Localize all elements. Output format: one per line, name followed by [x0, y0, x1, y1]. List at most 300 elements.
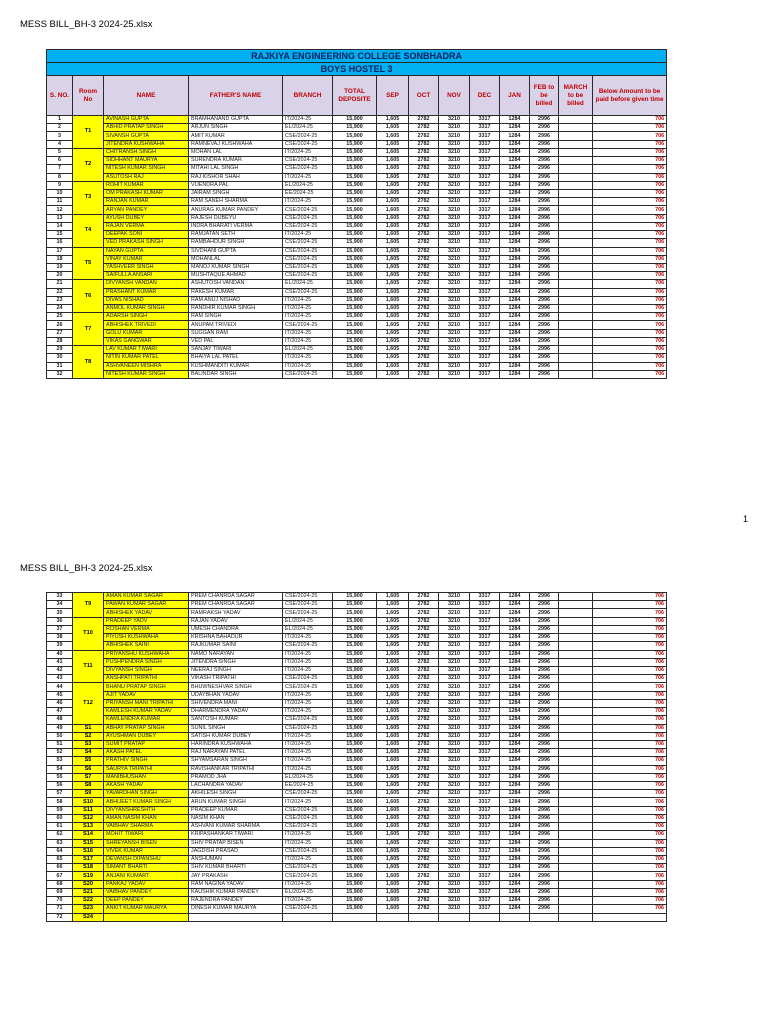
branch-cell: CSE/2024-25: [283, 239, 333, 247]
amount-cell: 706: [593, 255, 667, 263]
room-cell: T4: [73, 214, 104, 247]
table-row: [47, 296, 667, 304]
father-cell: PREM CHANRDA SAGAR: [189, 593, 283, 601]
name-cell: VAIBHAV PANDEY: [104, 888, 189, 896]
amount-cell: 706: [593, 864, 667, 872]
room-cell: S6: [73, 765, 104, 773]
branch-cell: IT/2024-25: [283, 650, 333, 658]
sep-cell: 1,605: [377, 798, 409, 806]
nov-cell: 3210: [439, 288, 470, 296]
dec-cell: 3317: [470, 132, 500, 140]
nov-cell: 3210: [439, 708, 470, 716]
jan-cell: 1284: [500, 658, 530, 666]
table-row: [47, 222, 667, 230]
branch-cell: CSE/2024-25: [283, 905, 333, 913]
amount-cell: 706: [593, 814, 667, 822]
name-cell: DIVYANSH VANDAN: [104, 280, 189, 288]
name-cell: LAV KUMAR TIWARI: [104, 346, 189, 354]
amount-cell: 706: [593, 148, 667, 156]
dec-cell: 3317: [470, 831, 500, 839]
jan-cell: 1284: [500, 724, 530, 732]
dec-cell: 3317: [470, 181, 500, 189]
dec-cell: 3317: [470, 214, 500, 222]
amount-cell: 706: [593, 806, 667, 814]
table-row: [47, 839, 667, 847]
jan-cell: 1284: [500, 305, 530, 313]
march-cell: [559, 749, 593, 757]
father-cell: RAKESH KUMAR: [189, 288, 283, 296]
feb-cell: 2996: [530, 724, 559, 732]
march-cell: [559, 880, 593, 888]
table-row: [47, 354, 667, 362]
sep-cell: 1,605: [377, 198, 409, 206]
feb-cell: 2996: [530, 888, 559, 896]
name-cell: [104, 913, 189, 921]
name-cell: VIVEK KUMAR: [104, 847, 189, 855]
name-cell: DIVAS NISHAD: [104, 296, 189, 304]
name-cell: DEVANSH DIPANSHU: [104, 856, 189, 864]
table-row: [47, 132, 667, 140]
dec-cell: 3317: [470, 732, 500, 740]
table-row: [47, 231, 667, 239]
nov-cell: 3210: [439, 905, 470, 913]
sno-cell: 51: [47, 740, 73, 748]
amount-cell: 706: [593, 140, 667, 148]
amount-cell: 706: [593, 666, 667, 674]
dec-cell: 3317: [470, 116, 500, 124]
amount-cell: 706: [593, 823, 667, 831]
dec-cell: 3317: [470, 757, 500, 765]
deposit-cell: 15,900: [333, 831, 377, 839]
dec-cell: 3317: [470, 329, 500, 337]
oct-cell: 2782: [409, 601, 439, 609]
table-row: [47, 888, 667, 896]
name-cell: ABHIJEET KUMAR SINGH: [104, 798, 189, 806]
father-cell: ARJUN SINGH: [189, 124, 283, 132]
branch-cell: IT/2024-25: [283, 354, 333, 362]
jan-cell: 1284: [500, 206, 530, 214]
amount-cell: 706: [593, 650, 667, 658]
march-cell: [559, 354, 593, 362]
feb-cell: 2996: [530, 839, 559, 847]
amount-cell: 706: [593, 699, 667, 707]
table-row: [47, 757, 667, 765]
table-row: [47, 116, 667, 124]
feb-cell: 2996: [530, 255, 559, 263]
deposit-cell: 15,900: [333, 658, 377, 666]
nov-cell: 3210: [439, 148, 470, 156]
branch-cell: CSE/2024-25: [283, 724, 333, 732]
name-cell: SAIFULLA ANSARI: [104, 272, 189, 280]
deposit-cell: 15,900: [333, 280, 377, 288]
room-cell: T5: [73, 247, 104, 280]
sep-cell: 1,605: [377, 140, 409, 148]
jan-cell: 1284: [500, 124, 530, 132]
feb-cell: 2996: [530, 708, 559, 716]
sep-cell: 1,605: [377, 346, 409, 354]
march-cell: [559, 116, 593, 124]
jan-cell: 1284: [500, 165, 530, 173]
sno-cell: 33: [47, 593, 73, 601]
deposit-cell: 15,900: [333, 642, 377, 650]
sno-cell: 68: [47, 880, 73, 888]
feb-cell: 2996: [530, 354, 559, 362]
name-cell: ROSHAN VERMA: [104, 625, 189, 633]
jan-cell: 1284: [500, 666, 530, 674]
name-cell: SAURYA TRIPATHI: [104, 765, 189, 773]
father-cell: SIVDHANI GUPTA: [189, 247, 283, 255]
oct-cell: 2782: [409, 140, 439, 148]
deposit-cell: 15,900: [333, 839, 377, 847]
branch-cell: EL/2024-25: [283, 280, 333, 288]
jan-cell: 1284: [500, 247, 530, 255]
nov-cell: 3210: [439, 222, 470, 230]
nov-cell: 3210: [439, 329, 470, 337]
father-cell: KUSHMANDITI KUMAR: [189, 362, 283, 370]
branch-cell: CSE/2024-25: [283, 132, 333, 140]
feb-cell: 2996: [530, 642, 559, 650]
sep-cell: 1,605: [377, 642, 409, 650]
amount-cell: 706: [593, 757, 667, 765]
nov-cell: 3210: [439, 749, 470, 757]
father-cell: SANTOSH KUMAR: [189, 716, 283, 724]
sno-cell: 39: [47, 642, 73, 650]
nov-cell: 3210: [439, 116, 470, 124]
feb-cell: 2996: [530, 370, 559, 378]
branch-cell: EL/2024-25: [283, 124, 333, 132]
table-row: [47, 255, 667, 263]
oct-cell: 2782: [409, 288, 439, 296]
sno-cell: 47: [47, 708, 73, 716]
jan-cell: 1284: [500, 757, 530, 765]
deposit-cell: 15,900: [333, 157, 377, 165]
branch-cell: CSE/2024-25: [283, 288, 333, 296]
deposit-cell: 15,900: [333, 263, 377, 271]
amount-cell: 706: [593, 116, 667, 124]
branch-cell: IT/2024-25: [283, 362, 333, 370]
march-cell: [559, 724, 593, 732]
oct-cell: 2782: [409, 116, 439, 124]
march-cell: [559, 617, 593, 625]
march-cell: [559, 337, 593, 345]
jan-cell: 1284: [500, 732, 530, 740]
nov-cell: 3210: [439, 872, 470, 880]
oct-cell: 2782: [409, 198, 439, 206]
feb-cell: 2996: [530, 757, 559, 765]
dec-cell: 3317: [470, 321, 500, 329]
feb-cell: 2996: [530, 206, 559, 214]
sep-cell: 1,605: [377, 847, 409, 855]
col-sep: SEP: [377, 76, 409, 116]
table-row: [47, 337, 667, 345]
name-cell: NITESH KUMAR SINGH: [104, 370, 189, 378]
sno-cell: 62: [47, 831, 73, 839]
march-cell: [559, 765, 593, 773]
branch-cell: IT/2024-25: [283, 337, 333, 345]
oct-cell: 2782: [409, 666, 439, 674]
page-number: 1: [743, 514, 749, 524]
deposit-cell: 15,900: [333, 601, 377, 609]
jan-cell: 1284: [500, 272, 530, 280]
sno-cell: 24: [47, 305, 73, 313]
march-cell: [559, 699, 593, 707]
col-room: Room No: [73, 76, 104, 116]
march-cell: [559, 239, 593, 247]
sno-cell: 35: [47, 609, 73, 617]
jan-cell: 1284: [500, 749, 530, 757]
name-cell: ANJANI KUMART: [104, 872, 189, 880]
dec-cell: 3317: [470, 708, 500, 716]
dec-cell: 3317: [470, 206, 500, 214]
sno-cell: 7: [47, 165, 73, 173]
name-cell: AKASH YADAV: [104, 782, 189, 790]
name-cell: CHITRANSH SINGH: [104, 148, 189, 156]
amount-cell: 706: [593, 658, 667, 666]
dec-cell: 3317: [470, 864, 500, 872]
father-cell: SATISH KUMAR DUBEY: [189, 732, 283, 740]
sep-cell: 1,605: [377, 773, 409, 781]
dec-cell: 3317: [470, 716, 500, 724]
jan-cell: 1284: [500, 716, 530, 724]
march-cell: [559, 773, 593, 781]
deposit-cell: 15,900: [333, 691, 377, 699]
dec-cell: 3317: [470, 222, 500, 230]
room-cell: S4: [73, 749, 104, 757]
amount-cell: 706: [593, 880, 667, 888]
feb-cell: 2996: [530, 198, 559, 206]
march-cell: [559, 157, 593, 165]
branch-cell: CSE/2024-25: [283, 165, 333, 173]
jan-cell: 1284: [500, 173, 530, 181]
dec-cell: 3317: [470, 814, 500, 822]
feb-cell: 2996: [530, 634, 559, 642]
name-cell: DEEP PANDEY: [104, 897, 189, 905]
march-cell: [559, 296, 593, 304]
branch-cell: IT/2024-25: [283, 329, 333, 337]
feb-cell: 2996: [530, 181, 559, 189]
father-cell: RAMJATAN SETH: [189, 231, 283, 239]
feb-cell: 2996: [530, 872, 559, 880]
deposit-cell: 15,900: [333, 272, 377, 280]
nov-cell: 3210: [439, 231, 470, 239]
sep-cell: 1,605: [377, 683, 409, 691]
col-name: NAME: [104, 76, 189, 116]
oct-cell: 2782: [409, 132, 439, 140]
oct-cell: 2782: [409, 732, 439, 740]
sep-cell: 1,605: [377, 337, 409, 345]
dec-cell: 3317: [470, 231, 500, 239]
sno-cell: 64: [47, 847, 73, 855]
sep-cell: 1,605: [377, 814, 409, 822]
nov-cell: 3210: [439, 609, 470, 617]
sep-cell: 1,605: [377, 823, 409, 831]
name-cell: YASHVEER SINGH: [104, 263, 189, 271]
jan-cell: 1284: [500, 329, 530, 337]
sep-cell: 1,605: [377, 617, 409, 625]
table-title: RAJKIYA ENGINEERING COLLEGE SONBHADRA: [47, 50, 667, 63]
nov-cell: 3210: [439, 806, 470, 814]
march-cell: [559, 658, 593, 666]
deposit-cell: [333, 913, 377, 921]
amount-cell: 706: [593, 337, 667, 345]
father-cell: JAY PRAKASH: [189, 872, 283, 880]
dec-cell: 3317: [470, 650, 500, 658]
sno-cell: 48: [47, 716, 73, 724]
father-cell: RAJENDRA PANDEY: [189, 897, 283, 905]
amount-cell: 706: [593, 305, 667, 313]
amount-cell: 706: [593, 617, 667, 625]
jan-cell: 1284: [500, 847, 530, 855]
branch-cell: EL/2024-25: [283, 617, 333, 625]
father-cell: SHIV PRATAP BISEN: [189, 839, 283, 847]
branch-cell: IT/2024-25: [283, 231, 333, 239]
dec-cell: 3317: [470, 634, 500, 642]
amount-cell: 706: [593, 370, 667, 378]
room-cell: S11: [73, 806, 104, 814]
march-cell: [559, 321, 593, 329]
name-cell: VAIBHAV SHARMA: [104, 823, 189, 831]
oct-cell: 2782: [409, 370, 439, 378]
father-cell: VIJENDRA PAL: [189, 181, 283, 189]
dec-cell: 3317: [470, 823, 500, 831]
amount-cell: 706: [593, 165, 667, 173]
room-cell: S2: [73, 732, 104, 740]
sno-cell: 50: [47, 732, 73, 740]
feb-cell: 2996: [530, 806, 559, 814]
sep-cell: [377, 913, 409, 921]
feb-cell: 2996: [530, 593, 559, 601]
dec-cell: 3317: [470, 140, 500, 148]
oct-cell: 2782: [409, 625, 439, 633]
dec-cell: 3317: [470, 288, 500, 296]
feb-cell: 2996: [530, 173, 559, 181]
nov-cell: 3210: [439, 305, 470, 313]
sep-cell: 1,605: [377, 880, 409, 888]
march-cell: [559, 609, 593, 617]
feb-cell: 2996: [530, 683, 559, 691]
march-cell: [559, 189, 593, 197]
jan-cell: 1284: [500, 189, 530, 197]
name-cell: ASUTOSH RAJ: [104, 173, 189, 181]
march-cell: [559, 864, 593, 872]
oct-cell: 2782: [409, 716, 439, 724]
room-cell: S14: [73, 831, 104, 839]
march-cell: [559, 593, 593, 601]
jan-cell: 1284: [500, 691, 530, 699]
amount-cell: 706: [593, 634, 667, 642]
jan-cell: 1284: [500, 148, 530, 156]
oct-cell: 2782: [409, 165, 439, 173]
branch-cell: IT/2024-25: [283, 732, 333, 740]
sno-cell: 67: [47, 872, 73, 880]
branch-cell: IT/2024-25: [283, 148, 333, 156]
oct-cell: 2782: [409, 362, 439, 370]
oct-cell: 2782: [409, 683, 439, 691]
deposit-cell: 15,900: [333, 370, 377, 378]
jan-cell: 1284: [500, 823, 530, 831]
oct-cell: 2782: [409, 189, 439, 197]
name-cell: SIDHHANT MAURYA: [104, 157, 189, 165]
dec-cell: 3317: [470, 370, 500, 378]
amount-cell: 706: [593, 724, 667, 732]
table-row: [47, 864, 667, 872]
deposit-cell: 15,900: [333, 609, 377, 617]
father-cell: PREM CHANRDA SAGAR: [189, 601, 283, 609]
march-cell: [559, 272, 593, 280]
oct-cell: 2782: [409, 757, 439, 765]
nov-cell: 3210: [439, 370, 470, 378]
father-cell: AMIT KUMAR: [189, 132, 283, 140]
deposit-cell: 15,900: [333, 198, 377, 206]
name-cell: ADARSH SINGH: [104, 313, 189, 321]
nov-cell: 3210: [439, 773, 470, 781]
father-cell: RAM NAGINA YADAV: [189, 880, 283, 888]
feb-cell: 2996: [530, 814, 559, 822]
name-cell: PRIYANSHU KUSHWAHA: [104, 650, 189, 658]
dec-cell: 3317: [470, 691, 500, 699]
oct-cell: 2782: [409, 346, 439, 354]
branch-cell: EE/2024-25: [283, 189, 333, 197]
march-cell: [559, 897, 593, 905]
sno-cell: 1: [47, 116, 73, 124]
room-cell: S21: [73, 888, 104, 896]
name-cell: AMAN NASIM KHAN: [104, 814, 189, 822]
oct-cell: 2782: [409, 823, 439, 831]
march-cell: [559, 642, 593, 650]
sno-cell: 17: [47, 247, 73, 255]
name-cell: AYUSH DUBEY: [104, 214, 189, 222]
branch-cell: CSE/2024-25: [283, 206, 333, 214]
branch-cell: IT/2024-25: [283, 699, 333, 707]
march-cell: [559, 263, 593, 271]
col-deposit: TOTAL DEPOSITE: [333, 76, 377, 116]
jan-cell: 1284: [500, 609, 530, 617]
father-cell: SURENDRA KUMAR: [189, 157, 283, 165]
sno-cell: 9: [47, 181, 73, 189]
branch-cell: CSE/2024-25: [283, 823, 333, 831]
branch-cell: EL/2024-25: [283, 773, 333, 781]
march-cell: [559, 362, 593, 370]
dec-cell: 3317: [470, 897, 500, 905]
oct-cell: 2782: [409, 897, 439, 905]
table-row: [47, 625, 667, 633]
deposit-cell: 15,900: [333, 732, 377, 740]
room-cell: T2: [73, 148, 104, 181]
feb-cell: 2996: [530, 132, 559, 140]
amount-cell: 706: [593, 280, 667, 288]
march-cell: [559, 757, 593, 765]
jan-cell: 1284: [500, 683, 530, 691]
deposit-cell: 15,900: [333, 173, 377, 181]
feb-cell: 2996: [530, 625, 559, 633]
oct-cell: 2782: [409, 609, 439, 617]
dec-cell: 3317: [470, 609, 500, 617]
march-cell: [559, 806, 593, 814]
table-row: [47, 157, 667, 165]
room-cell: T8: [73, 346, 104, 379]
name-cell: ABHISHEK TRIVEDI: [104, 321, 189, 329]
deposit-cell: 15,900: [333, 749, 377, 757]
dec-cell: 3317: [470, 658, 500, 666]
sno-cell: 38: [47, 634, 73, 642]
oct-cell: 2782: [409, 239, 439, 247]
dec-cell: 3317: [470, 337, 500, 345]
sep-cell: 1,605: [377, 305, 409, 313]
march-cell: [559, 905, 593, 913]
sep-cell: 1,605: [377, 872, 409, 880]
room-cell: S23: [73, 905, 104, 913]
father-cell: AKHILESH SINGH: [189, 790, 283, 798]
